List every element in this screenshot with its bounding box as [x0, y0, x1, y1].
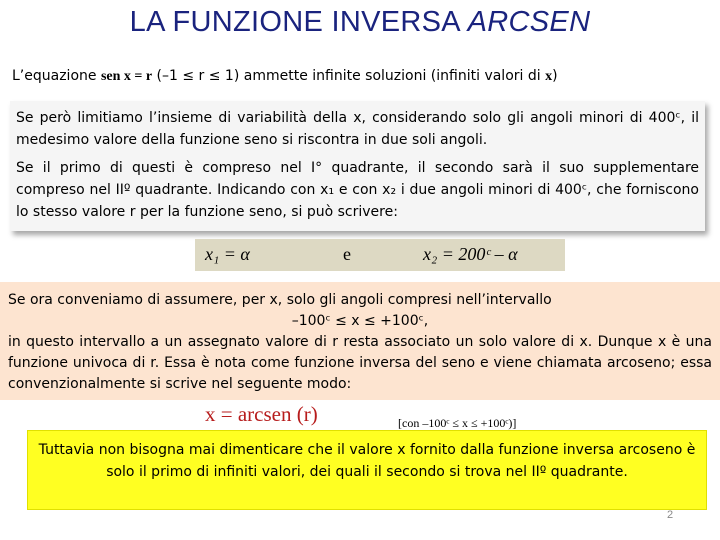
warning-text: Tuttavia non bisogna mai dimenticare che il valore x fornito dalla funzione inversa arcoseno è solo il primo di infiniti valori, dei quali il secondo si trova nel IIº quadrante.: [38, 442, 696, 480]
definition-rest: in questo intervallo a un assegnato valore di r resta associato un solo valore di x. Dunque x è una funzione univoca di r. Essa è nota come funzione inversa del seno e viene chiamata arcoseno; essa convenzionalmente si scrive nel seguente modo:: [8, 334, 712, 392]
equations-box: [195, 239, 565, 271]
title-main: LA FUNZIONE INVERSA: [129, 6, 460, 38]
explanation-paragraph-1: Se però limitiamo l’insieme di variabilità della x, considerando solo gli angoli minori di 400ᶜ, il medesimo valore della funzione seno si riscontra in due soli angoli.: [16, 110, 699, 148]
title-emphasis: ARCSEN: [467, 6, 591, 38]
equation-x1: x₁ = α: [205, 244, 250, 264]
definition-interval: –100ᶜ ≤ x ≤ +100ᶜ,: [291, 313, 429, 329]
explanation-paragraph-2: Se il primo di questi è compreso nel I° quadrante, il secondo sarà il suo supplementare compreso nel IIº quadrante. Indicando con x₁ e con x₂ i due angoli minori di 400ᶜ, che forniscono lo stesso valore r per la funzione seno, si può scrivere:: [16, 160, 699, 220]
equation-connector: e: [343, 244, 351, 264]
warning-box: [27, 430, 707, 510]
slide-title: [0, 6, 720, 39]
equation-x2: x₂ = 200ᶜ – α: [423, 244, 518, 264]
intro-line: [12, 68, 712, 85]
intro-close: ): [552, 68, 558, 84]
definition-line-1: Se ora conveniamo di assumere, per x, solo gli angoli compresi nell’intervallo: [8, 292, 552, 308]
definition-box: [0, 282, 720, 400]
intro-post: ammette infinite soluzioni (infiniti valori di: [243, 68, 541, 84]
intro-range: (–1 ≤ r ≤ 1): [156, 68, 240, 84]
arcsen-formula: x = arcsen (r): [205, 402, 318, 426]
page-number: 2: [667, 509, 674, 521]
intro-pre: L’equazione: [12, 68, 97, 84]
explanation-box: [10, 101, 705, 231]
intro-var: x: [545, 69, 553, 84]
arcsen-condition: [con –100ᶜ ≤ x ≤ +100ᶜ)]: [398, 416, 517, 430]
intro-equation: sen x = r: [100, 69, 153, 84]
